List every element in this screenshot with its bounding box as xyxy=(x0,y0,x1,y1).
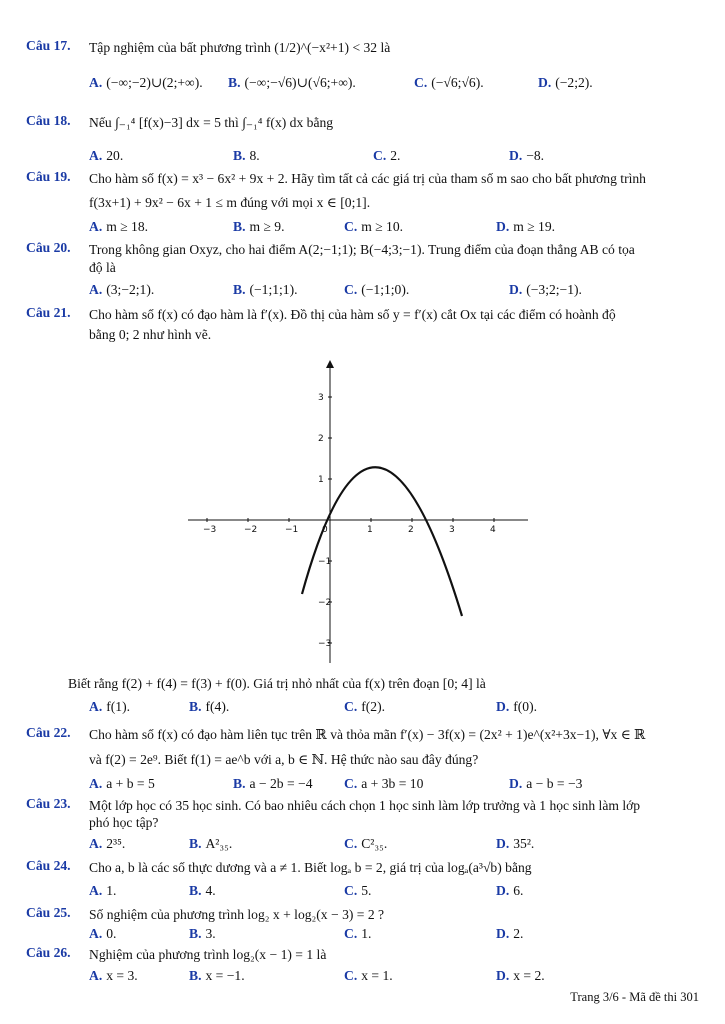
option-c: C. m ≥ 10. xyxy=(344,219,404,234)
question-label: Câu 19. xyxy=(26,169,71,184)
question-text: Cho hàm số f(x) có đạo hàm liên tục trên ℝ và thỏa mãn f′(x) − 3f(x) = (2x² + 1)e^(x²+3x−1), ∀x ∈ ℝ xyxy=(89,727,646,742)
x-tick-label: 2 xyxy=(408,525,414,535)
derivative-graph xyxy=(180,358,540,668)
question-label: Câu 17. xyxy=(26,38,71,53)
option-c: C. a + 3b = 10 xyxy=(344,776,424,791)
option-b: B. 8. xyxy=(233,148,260,163)
option-a: A. (−∞;−2)∪(2;+∞). xyxy=(89,75,203,90)
option-a: A. f(1). xyxy=(89,699,130,714)
y-tick-label: −1 xyxy=(318,557,332,567)
option-c: C. (−1;1;0). xyxy=(344,282,410,297)
question-text: Trong không gian Oxyz, cho hai điểm A(2;−1;1); B(−4;3;−1). Trung điểm của đoạn thẳng AB có tọa xyxy=(89,242,635,257)
option-d: D. (−2;2). xyxy=(538,75,593,90)
x-tick-label: 3 xyxy=(449,525,455,535)
option-a: A. a + b = 5 xyxy=(89,776,155,791)
page-footer: Trang 3/6 - Mã đề thi 301 xyxy=(570,990,699,1004)
option-a: A. 0. xyxy=(89,926,117,941)
question-text-cont: và f(2) = 2e⁹. Biết f(1) = ae^b với a, b ∈ ℕ. Hệ thức nào sau đây đúng? xyxy=(89,752,479,767)
parabola-curve xyxy=(302,467,462,616)
x-tick-label: −3 xyxy=(203,525,217,535)
option-a: A. (3;−2;1). xyxy=(89,282,155,297)
question-text: Cho hàm số f(x) có đạo hàm là f′(x). Đồ thị của hàm số y = f′(x) cắt Ox tại các điểm có hoành độ xyxy=(89,307,616,322)
y-tick-label: 2 xyxy=(318,434,324,444)
question-text-cont: phó học tập? xyxy=(89,815,159,830)
question-text: Số nghiệm của phương trình log₂ x + log₂(x − 3) = 2 ? xyxy=(89,907,385,922)
question-label: Câu 21. xyxy=(26,305,71,320)
option-d: D. f(0). xyxy=(496,699,537,714)
question-text: Nếu ∫₋₁⁴ [f(x)−3] dx = 5 thì ∫₋₁⁴ f(x) dx bằng xyxy=(89,115,334,130)
x-tick-label: 0 xyxy=(322,525,328,535)
option-b: B. f(4). xyxy=(189,699,230,714)
question-label: Câu 26. xyxy=(26,945,71,960)
question-text: Cho hàm số f(x) = x³ − 6x² + 9x + 2. Hãy tìm tất cả các giá trị của tham số m sao cho bất phương trình xyxy=(89,171,646,186)
option-c: C. 5. xyxy=(344,883,372,898)
option-c: C. (−√6;√6). xyxy=(414,75,484,90)
option-d: D. 2. xyxy=(496,926,524,941)
option-c: C. f(2). xyxy=(344,699,385,714)
question-text: Nghiệm của phương trình log₂(x − 1) = 1 là xyxy=(89,947,327,962)
option-d: D. x = 2. xyxy=(496,968,545,983)
question-text: Cho a, b là các số thực dương và a ≠ 1. Biết logₐ b = 2, giá trị của logₐ(a³√b) bằng xyxy=(89,860,532,875)
x-tick-label: −2 xyxy=(244,525,258,535)
x-tick-label: 1 xyxy=(367,525,373,535)
option-c: C. 1. xyxy=(344,926,372,941)
option-a: A. 2³⁵. xyxy=(89,836,126,851)
option-b: B. x = −1. xyxy=(189,968,245,983)
option-c: C. x = 1. xyxy=(344,968,393,983)
y-tick-label: 3 xyxy=(318,393,324,403)
y-tick-label: −3 xyxy=(318,639,332,649)
option-a: A. 1. xyxy=(89,883,117,898)
option-a: A. m ≥ 18. xyxy=(89,219,149,234)
option-a: A. 20. xyxy=(89,148,124,163)
question-label: Câu 24. xyxy=(26,858,71,873)
question-text-cont: f(3x+1) + 9x² − 6x + 1 ≤ m đúng với mọi x ∈ [0;1]. xyxy=(89,195,371,210)
option-d: D. 6. xyxy=(496,883,524,898)
option-b: B. (−1;1;1). xyxy=(233,282,298,297)
question-text: Tập nghiệm của bất phương trình (1/2)^(−x²+1) < 32 là xyxy=(89,40,391,55)
option-c: C. C²₃₅. xyxy=(344,836,388,851)
option-b: B. m ≥ 9. xyxy=(233,219,285,234)
question-text: Một lớp học có 35 học sinh. Có bao nhiêu cách chọn 1 học sinh làm lớp trưởng và 1 học sinh làm lớp xyxy=(89,798,641,813)
option-d: D. (−3;2;−1). xyxy=(509,282,582,297)
question-label: Câu 18. xyxy=(26,113,71,128)
y-tick-label: 1 xyxy=(318,475,324,485)
option-d: D. 35². xyxy=(496,836,535,851)
option-b: B. 3. xyxy=(189,926,216,941)
option-d: D. −8. xyxy=(509,148,545,163)
option-d: D. m ≥ 19. xyxy=(496,219,556,234)
option-b: B. (−∞;−√6)∪(√6;+∞). xyxy=(228,75,356,90)
x-tick-labels xyxy=(203,518,496,535)
question-text-cont: bằng 0; 2 như hình vẽ. xyxy=(89,327,212,342)
option-b: B. A²₃₅. xyxy=(189,836,233,851)
y-tick-label: −2 xyxy=(318,598,332,608)
option-b: B. 4. xyxy=(189,883,216,898)
x-tick-label: 4 xyxy=(490,525,496,535)
question-label: Câu 25. xyxy=(26,905,71,920)
option-d: D. a − b = −3 xyxy=(509,776,583,791)
question-label: Câu 23. xyxy=(26,796,71,811)
option-c: C. 2. xyxy=(373,148,401,163)
question-text-cont: độ là xyxy=(89,260,116,275)
x-tick-label: −1 xyxy=(285,525,299,535)
question-label: Câu 22. xyxy=(26,725,71,740)
question-text-cont: Biết rằng f(2) + f(4) = f(3) + f(0). Giá trị nhỏ nhất của f(x) trên đoạn [0; 4] là xyxy=(68,676,486,691)
option-a: A. x = 3. xyxy=(89,968,138,983)
option-b: B. a − 2b = −4 xyxy=(233,776,313,791)
question-label: Câu 20. xyxy=(26,240,71,255)
